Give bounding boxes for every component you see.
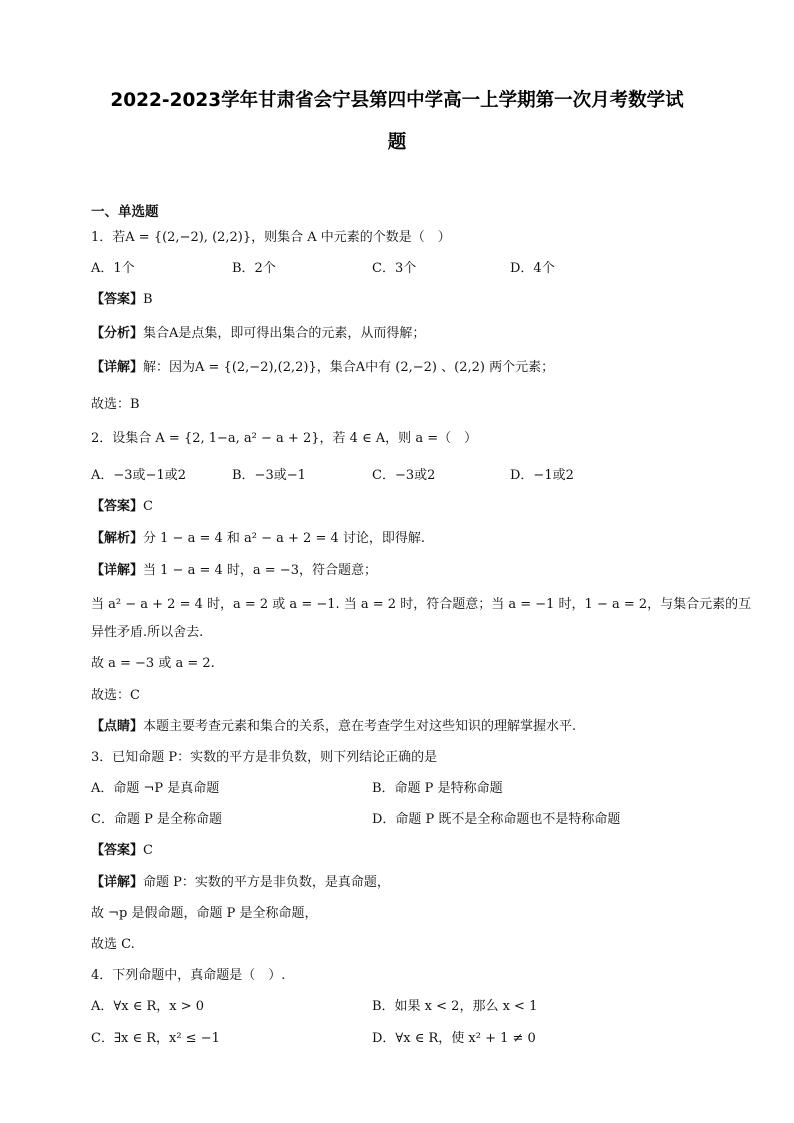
q2-detail-line3: 异性矛盾.所以舍去. (91, 625, 204, 640)
answer-value: C (143, 843, 153, 858)
q3-detail-line2: 故 ¬p 是假命题，命题 P 是全称命题， (91, 906, 318, 921)
question-2-stem: 2．设集合 A = {2, 1−a, a² − a + 2}，若 4 ∈ A，则 a =（ ） (91, 431, 478, 446)
answer-tag: 【答案】 (91, 843, 144, 858)
q3-answer (91, 842, 153, 860)
detail-text: 当 1 − a = 4 时，a = −3，符合题意； (143, 563, 377, 578)
analysis-text: 集合A是点集，即可得出集合的元素，从而得解； (143, 326, 426, 341)
page-title-line2: 题 (387, 132, 407, 153)
q1-option-b: B．2个 (232, 261, 276, 276)
q2-option-a: A．−3或−1或2 (91, 468, 186, 483)
analysis-tag: 【分析】 (91, 326, 144, 341)
detail-tag: 【详解】 (91, 563, 144, 578)
q1-analysis (91, 325, 425, 343)
q3-option-a: A．命题 ¬P 是真命题 (91, 781, 220, 796)
detail-text: 命题 P：实数的平方是非负数，是真命题， (143, 875, 390, 890)
q2-option-b: B．−3或−1 (232, 468, 306, 483)
q2-option-c: C．−3或2 (372, 468, 436, 483)
comment-tag: 【点睛】 (91, 719, 144, 734)
detail-text: 解：因为A = {(2,−2),(2,2)}，集合A中有 (2,−2) 、(2,2) 两个元素； (143, 360, 555, 375)
q2-detail-line4: 故 a = −3 或 a = 2. (91, 656, 215, 671)
answer-value: B (143, 292, 153, 307)
q4-option-a: A．∀x ∈ R，x > 0 (91, 999, 205, 1014)
q1-answer (91, 291, 153, 309)
q2-detail (91, 562, 377, 580)
q3-option-b: B．命题 P 是特称命题 (372, 781, 503, 796)
comment-text: 本题主要考查元素和集合的关系，意在考查学生对这些知识的理解掌握水平. (143, 719, 577, 734)
q2-comment (91, 718, 576, 736)
q4-option-c: C．∃x ∈ R，x² ≤ −1 (91, 1031, 220, 1046)
q4-option-b: B．如果 x < 2，那么 x < 1 (372, 999, 538, 1014)
q3-detail (91, 874, 390, 892)
q2-answer (91, 498, 153, 516)
q2-analysis (91, 530, 425, 548)
detail-tag: 【详解】 (91, 360, 144, 375)
q3-option-c: C．命题 P 是全称命题 (91, 812, 222, 827)
q4-option-d: D．∀x ∈ R，使 x² + 1 ≠ 0 (372, 1031, 536, 1046)
q2-option-d: D．−1或2 (510, 468, 574, 483)
analysis-tag: 【解析】 (91, 531, 144, 546)
q3-conclusion: 故选 C. (91, 937, 135, 952)
q1-detail (91, 359, 554, 377)
question-1-stem: 1．若A = {(2,−2), (2,2)}，则集合 A 中元素的个数是（ ） (91, 230, 451, 245)
q1-option-c: C．3个 (372, 261, 417, 276)
q1-conclusion: 故选：B (91, 397, 140, 412)
detail-tag: 【详解】 (91, 875, 144, 890)
question-4-stem: 4．下列命题中，真命题是（ ）. (91, 968, 286, 983)
question-3-stem: 3．已知命题 P：实数的平方是非负数，则下列结论正确的是 (91, 750, 438, 765)
page-title-line1: 2022-2023学年甘肃省会宁县第四中学高一上学期第一次月考数学试 (110, 90, 684, 111)
answer-tag: 【答案】 (91, 292, 144, 307)
q1-option-a: A．1个 (91, 261, 135, 276)
answer-tag: 【答案】 (91, 499, 144, 514)
q2-detail-line2: 当 a² − a + 2 = 4 时，a = 2 或 a = −1. 当 a = 2 时，符合题意；当 a = −1 时，1 − a = 2，与集合元素的互 (91, 597, 752, 612)
section-heading: 一、单选题 (91, 204, 159, 220)
q1-option-d: D．4个 (510, 261, 555, 276)
q2-conclusion: 故选：C (91, 688, 140, 703)
answer-value: C (143, 499, 153, 514)
analysis-text: 分 1 − a = 4 和 a² − a + 2 = 4 讨论，即得解. (143, 531, 426, 546)
q3-option-d: D．命题 P 既不是全称命题也不是特称命题 (372, 812, 621, 827)
